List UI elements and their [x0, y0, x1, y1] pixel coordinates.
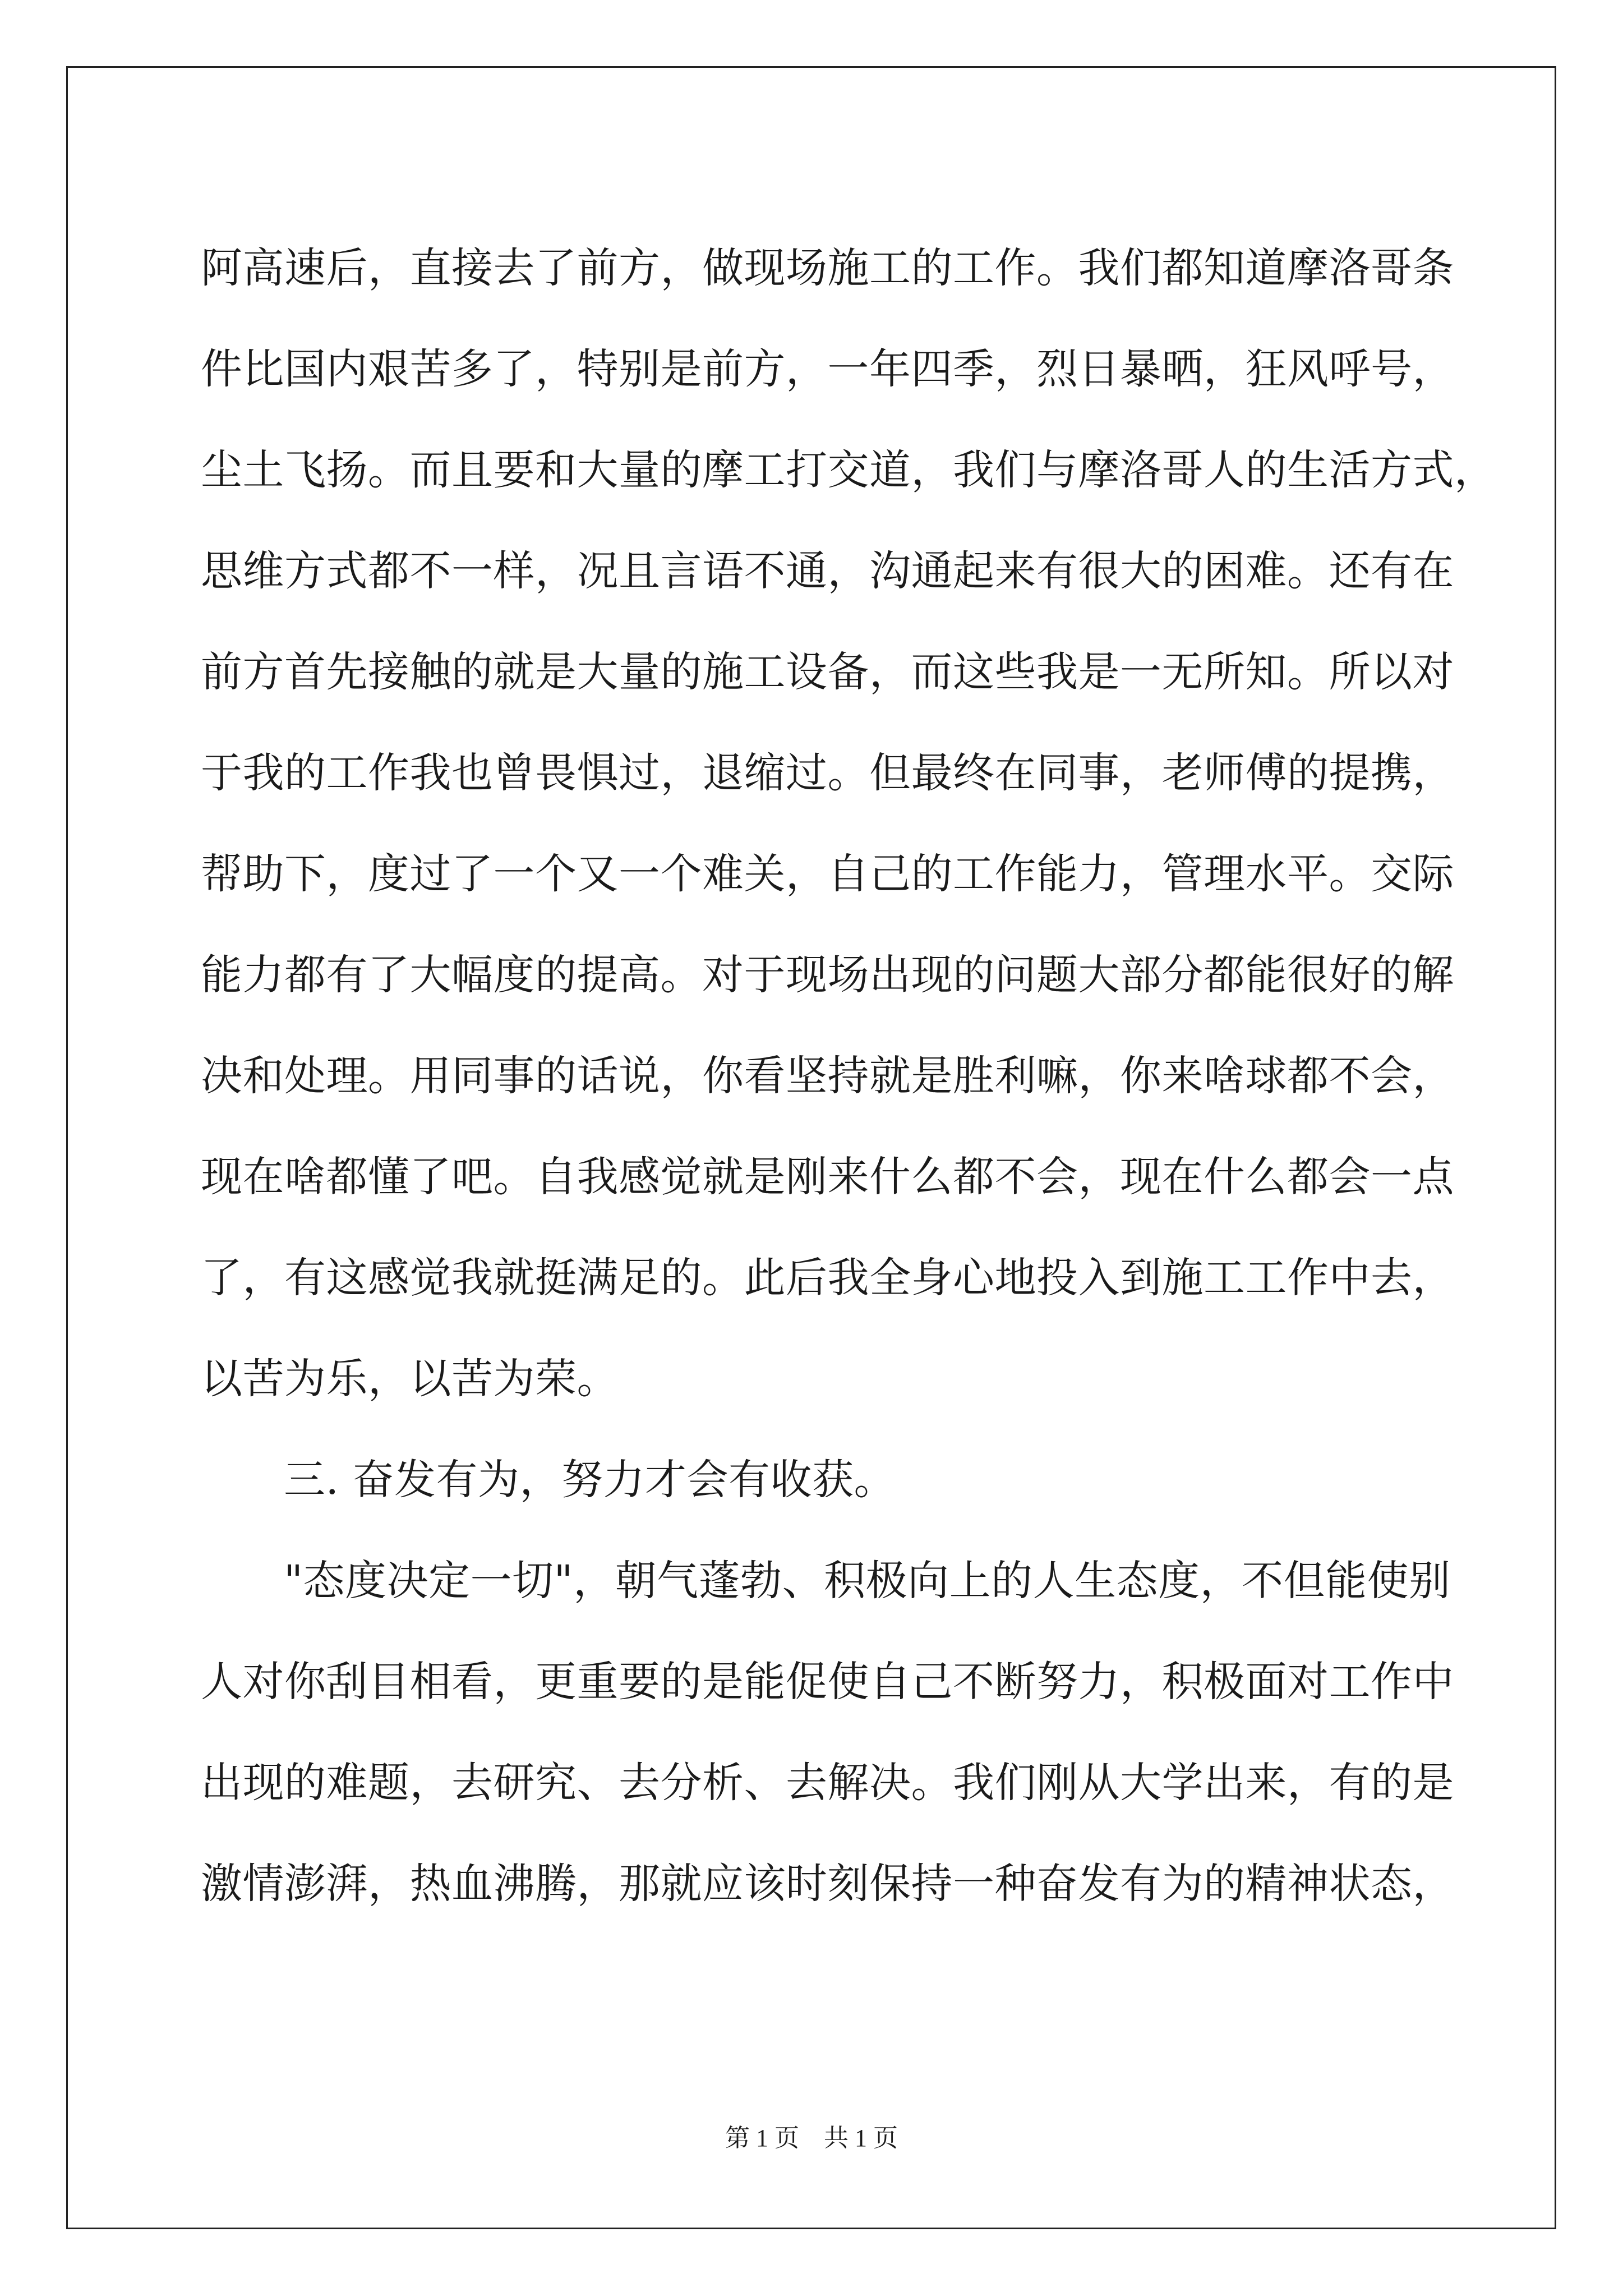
- page-footer: 第 1 页 共 1 页: [725, 2124, 898, 2152]
- text-line: 阿高速后，直接去了前方，做现场施工的工作。我们都知道摩洛哥条: [201, 244, 1454, 292]
- text-line: 能力都有了大幅度的提高。对于现场出现的问题大部分都能很好的解: [201, 951, 1454, 999]
- text-line: 决和处理。用同事的话说，你看坚持就是胜利嘛，你来啥球都不会，: [201, 1052, 1454, 1100]
- document-body: [201, 218, 1496, 1934]
- text-line: 出现的难题，去研究、去分析、去解决。我们刚从大学出来，有的是: [201, 1759, 1454, 1807]
- section-heading: 三. 奋发有为，努力才会有收获。: [284, 1456, 896, 1504]
- text-line: "态度决定一切"，朝气蓬勃、积极向上的人生态度，不但能使别: [284, 1557, 1451, 1605]
- text-line: 了，有这感觉我就挺满足的。此后我全身心地投入到施工工作中去，: [201, 1254, 1454, 1302]
- text-line: 于我的工作我也曾畏惧过，退缩过。但最终在同事，老师傅的提携，: [201, 749, 1454, 797]
- text-line: 人对你刮目相看，更重要的是能促使自己不断努力，积极面对工作中: [201, 1658, 1454, 1706]
- text-line: 激情澎湃，热血沸腾，那就应该时刻保持一种奋发有为的精神状态，: [201, 1860, 1454, 1908]
- text-line: 帮助下，度过了一个又一个难关，自己的工作能力，管理水平。交际: [201, 850, 1454, 898]
- text-line: 件比国内艰苦多了，特别是前方，一年四季，烈日暴晒，狂风呼号，: [201, 345, 1454, 393]
- text-line: 尘土飞扬。而且要和大量的摩工打交道，我们与摩洛哥人的生活方式，: [201, 446, 1496, 494]
- text-line: 以苦为乐，以苦为荣。: [201, 1355, 619, 1403]
- text-line: 思维方式都不一样，况且言语不通，沟通起来有很大的困难。还有在: [201, 547, 1454, 595]
- text-line: 前方首先接触的就是大量的施工设备，而这些我是一无所知。所以对: [201, 648, 1454, 696]
- text-line: 现在啥都懂了吧。自我感觉就是刚来什么都不会，现在什么都会一点: [201, 1153, 1454, 1201]
